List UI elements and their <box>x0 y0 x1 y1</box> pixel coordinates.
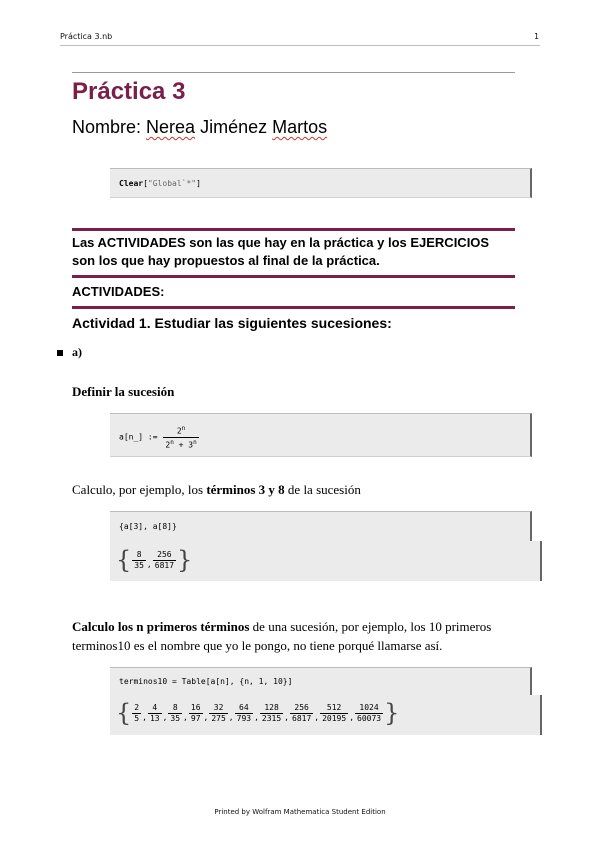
output-cell-terms <box>110 541 542 581</box>
header-page-number: 1 <box>534 32 540 41</box>
calc-text <box>72 482 361 498</box>
table-output-comma: , <box>142 712 147 722</box>
input-cell-terms[interactable] <box>110 511 532 541</box>
def-num-exp: n <box>181 425 186 432</box>
clear-code <box>119 179 201 188</box>
section-activities: ACTIVIDADES: <box>72 284 165 299</box>
table-output-numerator: 8 <box>172 702 178 712</box>
table-output-comma: , <box>162 712 168 722</box>
terms-output-close-brace: } <box>177 546 193 574</box>
item-a-label: a) <box>72 345 82 359</box>
table-output-denominator: 2315 <box>261 713 282 723</box>
def-den-a: 2 <box>165 440 171 450</box>
output-cell-table <box>110 695 542 735</box>
name-line <box>72 117 327 138</box>
table-output-comma: , <box>254 712 259 722</box>
footer-text: Printed by Wolfram Mathematica Student Edition <box>214 808 386 816</box>
calc-text-pre: Calculo, por ejemplo, los <box>72 482 207 497</box>
table-output-comma: , <box>203 712 209 722</box>
table-output-fraction <box>235 703 253 724</box>
table-output-fraction <box>168 703 182 724</box>
table-output-fraction <box>132 703 141 724</box>
title-rule <box>72 72 515 73</box>
table-output-fraction <box>260 703 283 724</box>
activity1-rule <box>72 306 515 309</box>
table-output-fraction <box>290 703 313 724</box>
intro-rule <box>72 228 515 231</box>
header-divider <box>60 45 540 46</box>
define-heading: Definir la sucesión <box>72 384 175 399</box>
table-output-denominator: 97 <box>190 713 201 723</box>
calc-text-bold: términos 3 y 8 <box>206 482 285 497</box>
terms-output-denominator: 35 <box>134 560 144 570</box>
table-output-numerator: 4 <box>152 702 158 712</box>
activity1-title: Actividad 1. Estudiar las siguientes sucesiones: <box>72 315 392 331</box>
table-output-denominator: 60073 <box>357 713 382 723</box>
terms-output <box>116 548 192 572</box>
table-output-fraction <box>355 703 383 724</box>
terms-output-numerator: 256 <box>157 549 172 559</box>
def-fraction <box>163 424 198 450</box>
table-output-comma: , <box>349 712 355 722</box>
clear-open: [ <box>143 179 148 188</box>
header-filename: Práctica 3.nb <box>60 32 113 41</box>
table-output-numerator: 1024 <box>359 702 379 712</box>
table-output-fraction <box>189 703 203 724</box>
table-output-numerator: 128 <box>264 702 279 712</box>
table-output-numerator: 64 <box>239 702 249 712</box>
table-output-numerator: 2 <box>134 702 140 712</box>
table-output-comma: , <box>284 712 289 722</box>
table-output-numerator: 16 <box>190 702 201 712</box>
def-lhs: a[n_] := <box>119 432 158 442</box>
table-output-denominator: 20195 <box>322 713 347 723</box>
clear-arg: "Global`*" <box>147 179 197 188</box>
calc-n-text-bold: Calculo los n primeros términos <box>72 619 250 634</box>
clear-func: Clear <box>119 179 144 188</box>
table-code: terminos10 = Table[a[n], {n, 1, 10}] <box>119 677 293 686</box>
def-num-base: 2 <box>176 426 182 436</box>
def-den-b: 3 <box>188 440 194 450</box>
intro-text: Las ACTIVIDADES son las que hay en la práctica y los EJERCICIOS son los que hay propuestos al final de la práctica. <box>72 235 490 268</box>
table-output-open-brace: { <box>116 699 132 727</box>
name-middle: Jiménez <box>200 117 268 137</box>
definition-code <box>119 424 200 450</box>
input-cell-definition[interactable] <box>110 413 532 457</box>
terms-output-fraction <box>153 550 176 571</box>
table-output-denominator: 793 <box>236 713 252 723</box>
terms-output-comma: , <box>146 559 152 569</box>
name-label: Nombre: <box>72 117 142 137</box>
calc-n-text-rest: de una sucesión, por ejemplo, los 10 primeros terminos10 es el nombre que yo le pongo, no tiene porqué llamarse así. <box>72 619 492 653</box>
def-den-b-exp: n <box>193 438 197 446</box>
calc-n-text <box>72 617 532 655</box>
terms-output-open-brace: { <box>116 546 132 574</box>
table-output-denominator: 5 <box>134 713 140 723</box>
activities-rule <box>72 275 515 278</box>
calc-text-post: de la sucesión <box>284 482 361 497</box>
group-bullet-icon[interactable] <box>57 350 63 356</box>
table-output-fraction <box>320 703 348 724</box>
terms-output-denominator: 6817 <box>154 560 175 570</box>
clear-close: ] <box>196 179 201 188</box>
table-output-denominator: 6817 <box>292 713 312 723</box>
page-title: Práctica 3 <box>72 78 186 105</box>
table-output-fraction <box>209 703 227 724</box>
def-den-op: + <box>178 440 184 450</box>
table-output-comma: , <box>228 712 234 722</box>
table-output-denominator: 35 <box>170 713 181 723</box>
terms-output-fraction <box>132 550 146 571</box>
table-output-numerator: 32 <box>213 702 224 712</box>
table-output-numerator: 512 <box>326 702 342 712</box>
name-first: Nerea <box>146 117 196 137</box>
table-output <box>116 701 399 725</box>
table-output-close-brace: } <box>384 699 400 727</box>
table-output-comma: , <box>314 712 320 722</box>
terms-output-numerator: 8 <box>136 549 142 559</box>
input-cell-clear[interactable] <box>110 168 532 198</box>
table-output-numerator: 256 <box>294 702 309 712</box>
table-output-denominator: 13 <box>149 713 160 723</box>
name-last: Martos <box>272 117 328 137</box>
table-output-denominator: 275 <box>211 713 226 723</box>
def-den-a-exp: n <box>170 438 174 446</box>
input-cell-table[interactable] <box>110 667 532 695</box>
terms-code: {a[3], a[8]} <box>119 522 177 531</box>
table-output-comma: , <box>183 712 188 722</box>
table-output-fraction <box>148 703 162 724</box>
